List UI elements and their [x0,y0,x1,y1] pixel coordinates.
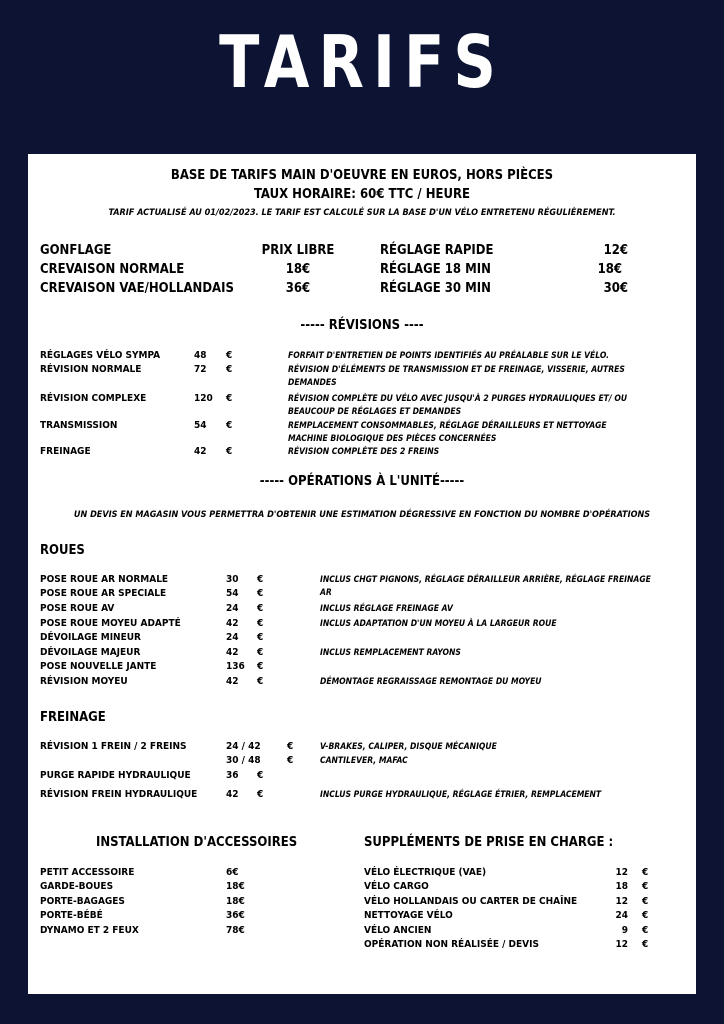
roue-price: 24 [226,603,239,614]
basic-price: 36€ [285,281,311,296]
roue-price: 42 [226,618,239,629]
revision-currency: € [226,446,233,457]
supplement-price: 9 [621,925,628,936]
revision-currency: € [226,420,233,431]
frein-description: INCLUS PURGE HYDRAULIQUE, RÉGLAGE ÉTRIER, REMPLACEMENT [320,790,602,800]
roue-price: 54 [226,588,239,599]
frein-currency: € [287,755,294,766]
frein-currency: € [287,741,294,752]
roue-label: DÉVOILAGE MAJEUR [40,647,141,658]
supplement-label: VÉLO CARGO [364,881,429,892]
supplement-label: OPÉRATION NON RÉALISÉE / DEVIS [364,939,539,950]
basic-price-2: 30€ [603,281,628,296]
roue-price: 136 [226,661,245,672]
revision-currency: € [226,350,233,361]
revision-currency: € [226,393,233,404]
accessoire-label: PORTE-BAGAGES [40,896,125,907]
roue-currency: € [257,603,264,614]
basic-label-2: RÉGLAGE 30 MIN [380,281,491,296]
revisions-heading: ----- RÉVISIONS ---- [300,318,424,333]
operations-heading: ----- OPÉRATIONS À L'UNITÉ----- [259,474,465,489]
roue-label: DÉVOILAGE MINEUR [40,632,141,643]
revision-description: REMPLACEMENT CONSOMMABLES, RÉGLAGE DÉRAILLEURS ET NETTOYAGE MACHINE BIOLOGIQUE DES PIÈCES CONCERNÉES [288,421,607,444]
basic-price: PRIX LIBRE [261,243,335,258]
supplement-label: VÉLO HOLLANDAIS OU CARTER DE CHAÎNE [364,896,578,907]
price-card [28,154,696,994]
roue-description: INCLUS RÉGLAGE FREINAGE AV [320,604,453,614]
accessoire-price: 36€ [226,910,245,921]
roue-currency: € [257,647,264,658]
roue-description: INCLUS ADAPTATION D'UN MOYEU À LA LARGEUR ROUE [320,619,557,629]
roue-label: POSE ROUE MOYEU ADAPTÉ [40,618,181,629]
frein-price: 42 [226,789,239,800]
revision-label: TRANSMISSION [40,420,118,431]
roue-label: POSE ROUE AR NORMALE [40,574,169,585]
roue-currency: € [257,588,264,599]
frein-price: 36 [226,770,239,781]
basic-label: CREVAISON VAE/HOLLANDAIS [40,281,234,296]
frein-label: RÉVISION 1 FREIN / 2 FREINS [40,741,187,752]
accessoires-heading: INSTALLATION D'ACCESSOIRES [96,835,298,850]
supplement-price: 12 [615,896,628,907]
supplement-currency: € [642,867,649,878]
revision-price: 48 [194,350,207,361]
frein-price: 24 / 42 [226,741,261,752]
revision-label: RÉVISION COMPLEXE [40,393,147,404]
accessoire-label: GARDE-BOUES [40,881,114,892]
revision-description: RÉVISION COMPLÈTE DU VÉLO AVEC JUSQU'À 2 PURGES HYDRAULIQUES ET/ OU BEAUCOUP DE RÉGLAGES ET DEMANDES [288,394,628,417]
roue-price: 42 [226,647,239,658]
basic-label: GONFLAGE [40,243,112,258]
basic-label-2: RÉGLAGE RAPIDE [380,243,494,258]
supplements-heading: SUPPLÉMENTS DE PRISE EN CHARGE : [364,835,614,850]
supplement-currency: € [642,925,649,936]
basic-label: CREVAISON NORMALE [40,262,185,277]
freinage-heading: FREINAGE [40,710,106,725]
header-line-1: BASE DE TARIFS MAIN D'OEUVRE EN EUROS, HORS PIÈCES [170,168,554,183]
supplement-currency: € [642,881,649,892]
supplement-price: 18 [615,881,628,892]
revision-description: RÉVISION D'ÉLÉMENTS DE TRANSMISSION ET DE FREINAGE, VISSERIE, AUTRES DEMANDES [288,365,625,388]
roue-description: DÉMONTAGE REGRAISSAGE REMONTAGE DU MOYEU [320,677,542,687]
supplement-label: NETTOYAGE VÉLO [364,910,453,921]
roue-price: 24 [226,632,239,643]
roue-currency: € [257,574,264,585]
revision-currency: € [226,364,233,375]
accessoire-price: 18€ [226,896,245,907]
supplement-price: 24 [615,910,628,921]
roues-heading: ROUES [40,543,85,558]
roue-currency: € [257,661,264,672]
revision-description: FORFAIT D'ENTRETIEN DE POINTS IDENTIFIÉS AU PRÉALABLE SUR LE VÉLO. [288,351,610,361]
roue-currency: € [257,676,264,687]
accessoire-label: PORTE-BÉBÉ [40,910,103,921]
supplement-currency: € [642,910,649,921]
basic-price-2: 18€ [597,262,622,277]
basic-price: 18€ [285,262,311,277]
roue-currency: € [257,618,264,629]
roue-label: POSE NOUVELLE JANTE [40,661,157,672]
frein-currency: € [257,789,264,800]
supplement-price: 12 [615,939,628,950]
revision-price: 120 [194,393,213,404]
roue-description: INCLUS CHGT PIGNONS, RÉGLAGE DÉRAILLEUR ARRIÈRE, RÉGLAGE FREINAGE AR [320,575,651,598]
roue-label: POSE ROUE AR SPECIALE [40,588,167,599]
basic-label-2: RÉGLAGE 18 MIN [380,262,491,277]
accessoire-price: 18€ [226,881,245,892]
operations-note: UN DEVIS EN MAGASIN VOUS PERMETTRA D'OBTENIR UNE ESTIMATION DÉGRESSIVE EN FONCTION DU NOMBRE D'OPÉRATIONS [73,510,651,520]
frein-label: RÉVISION FREIN HYDRAULIQUE [40,789,198,800]
frein-label: PURGE RAPIDE HYDRAULIQUE [40,770,191,781]
roue-currency: € [257,632,264,643]
frein-price: 30 / 48 [226,755,261,766]
header-line-2: TAUX HORAIRE: 60€ TTC / HEURE [253,187,471,202]
frein-description: CANTILEVER, MAFAC [320,756,408,766]
accessoire-price: 78€ [226,925,245,936]
revision-label: FREINAGE [40,446,91,457]
supplement-currency: € [642,896,649,907]
supplement-currency: € [642,939,649,950]
supplement-price: 12 [615,867,628,878]
roue-label: RÉVISION MOYEU [40,676,128,687]
revision-price: 72 [194,364,207,375]
supplement-label: VÉLO ANCIEN [364,925,432,936]
roue-price: 42 [226,676,239,687]
frein-description: V-BRAKES, CALIPER, DISQUE MÉCANIQUE [320,742,497,752]
revision-label: RÉGLAGES VÉLO SYMPA [40,350,161,361]
revision-price: 42 [194,446,207,457]
header-line-3: TARIF ACTUALISÉ AU 01/02/2023. LE TARIF EST CALCULÉ SUR LA BASE D'UN VÉLO ENTRETENU RÉGULIÈREMENT. [108,208,616,218]
revision-price: 54 [194,420,207,431]
roue-label: POSE ROUE AV [40,603,115,614]
supplement-label: VÉLO ÉLECTRIQUE (VAE) [364,867,487,878]
frein-currency: € [257,770,264,781]
accessoire-label: DYNAMO ET 2 FEUX [40,925,139,936]
basic-price-2: 12€ [603,243,628,258]
revision-label: RÉVISION NORMALE [40,364,142,375]
roue-price: 30 [226,574,239,585]
page-title: TARIFS [219,20,505,104]
accessoire-label: PETIT ACCESSOIRE [40,867,135,878]
roue-description: INCLUS REMPLACEMENT RAYONS [320,648,461,658]
accessoire-price: 6€ [226,867,239,878]
revision-description: RÉVISION COMPLÈTE DES 2 FREINS [288,447,440,457]
